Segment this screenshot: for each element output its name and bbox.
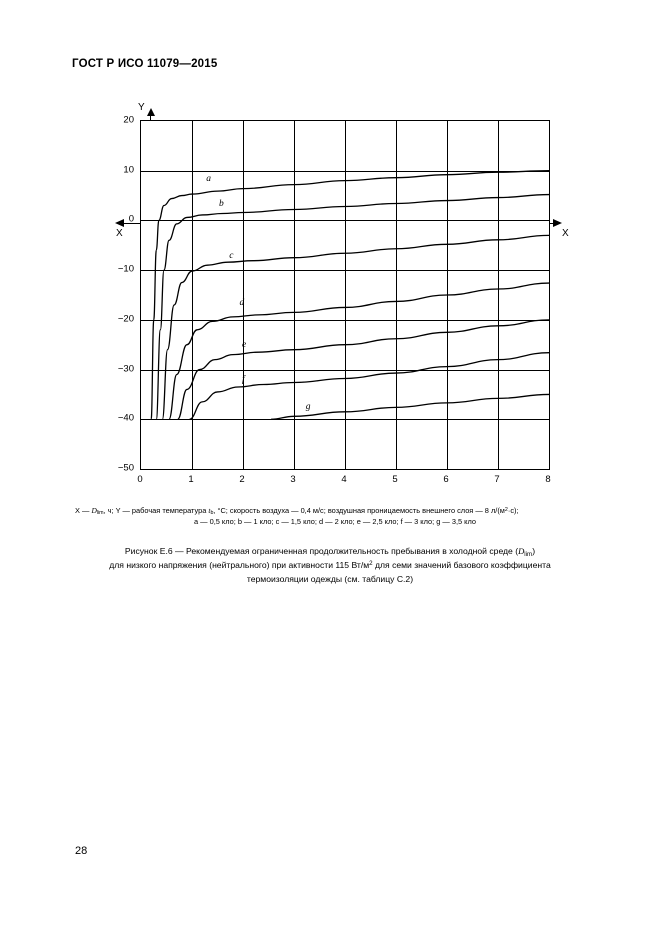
figure-caption-line-1 [75,545,585,559]
x-tick-label: 0 [137,474,143,485]
plot-area [140,120,550,470]
caption2-part-b: для семи значений базового коэффициента [372,559,551,570]
caption2-sup-2: 2 [369,559,373,567]
legend-note [75,505,595,528]
x-axis-label-left: X [116,228,123,239]
figure-caption-line-3: термоизоляции одежды (см. таблицу С.2) [246,573,414,584]
legend-tail: ·с); [507,506,519,515]
x-tick-label: 7 [494,474,500,485]
y-tick-label: −10 [117,263,134,275]
curve-label-c: c [229,250,234,261]
x-axis-stub-right [550,223,555,224]
x-tick-label: 4 [341,474,347,485]
gridline-vertical [447,121,448,469]
x-tick-label: 3 [290,474,296,485]
page-number: 28 [75,845,88,857]
x-tick-label: 8 [545,474,551,485]
gridline-vertical [192,121,193,469]
curve-label-f: f [242,375,245,385]
caption-part-a: Рисунок Е.6 — Рекомендуемая ограниченная продолжительность пребывания в холодной среде ( [124,546,519,556]
y-axis-label: Y [138,102,145,113]
y-axis-arrow-icon [147,108,155,116]
y-tick-label: −30 [117,363,134,375]
legend-sub-b: b [210,510,214,517]
figure-caption-line-2 [75,559,585,573]
legend-note-line-2: a — 0,5 кло; b — 1 кло; c — 1,5 кло; d — 2 кло; e — 2,5 кло; f — 3 кло; g — 3,5 кло [194,517,476,527]
caption-symbol-d: D [518,546,525,556]
legend-symbol-d: D [91,506,97,515]
y-tick-label: 10 [123,164,134,176]
curve-label-e: e [242,340,247,351]
y-tick-label: 20 [123,114,134,126]
legend-sup-2: 2 [504,506,508,513]
y-tick-label: 0 [128,213,134,225]
curve-label-a: a [206,173,212,184]
curve-label-g: g [305,402,311,413]
curve-a [151,171,549,420]
caption-part-b: ) [532,546,536,556]
curve-g [271,394,549,419]
x-tick-label: 2 [239,474,245,485]
document-header: ГОСТ Р ИСО 11079—2015 [72,58,218,70]
legend-rest: , °C; скорость воздуха — 0,4 м/с; воздушная проницаемость внешнего слоя — 8 л/(м [213,506,505,515]
gridline-vertical [396,121,397,469]
caption2-part-a: для низкого напряжения (нейтрального) при активности 115 Вт/м [109,559,370,570]
curve-label-b: b [219,198,224,209]
x-tick-label: 1 [188,474,194,485]
gridline-vertical [294,121,295,469]
x-tick-label: 6 [443,474,449,485]
gridline-vertical [242,121,247,469]
x-axis-label-right: X [562,228,569,239]
y-tick-label: −20 [117,313,134,325]
y-axis-tick-labels [110,114,134,474]
gridline-vertical [345,121,346,469]
legend-symbol-t: t [208,506,211,515]
figure-e6-chart [110,100,580,490]
gridline-vertical [498,121,499,469]
y-tick-label: −40 [117,412,134,424]
legend-sub-lim: lim [96,510,104,517]
legend-note-line-1 [75,505,595,516]
caption-sub-lim: lim [524,550,533,558]
y-tick-label: −50 [117,462,134,474]
x-tick-label: 5 [392,474,398,485]
legend-prefix: X — [75,506,92,515]
legend-mid: , ч; Y — рабочая температура [103,506,209,515]
figure-caption [75,545,585,586]
curve-label-d: d [239,297,245,308]
